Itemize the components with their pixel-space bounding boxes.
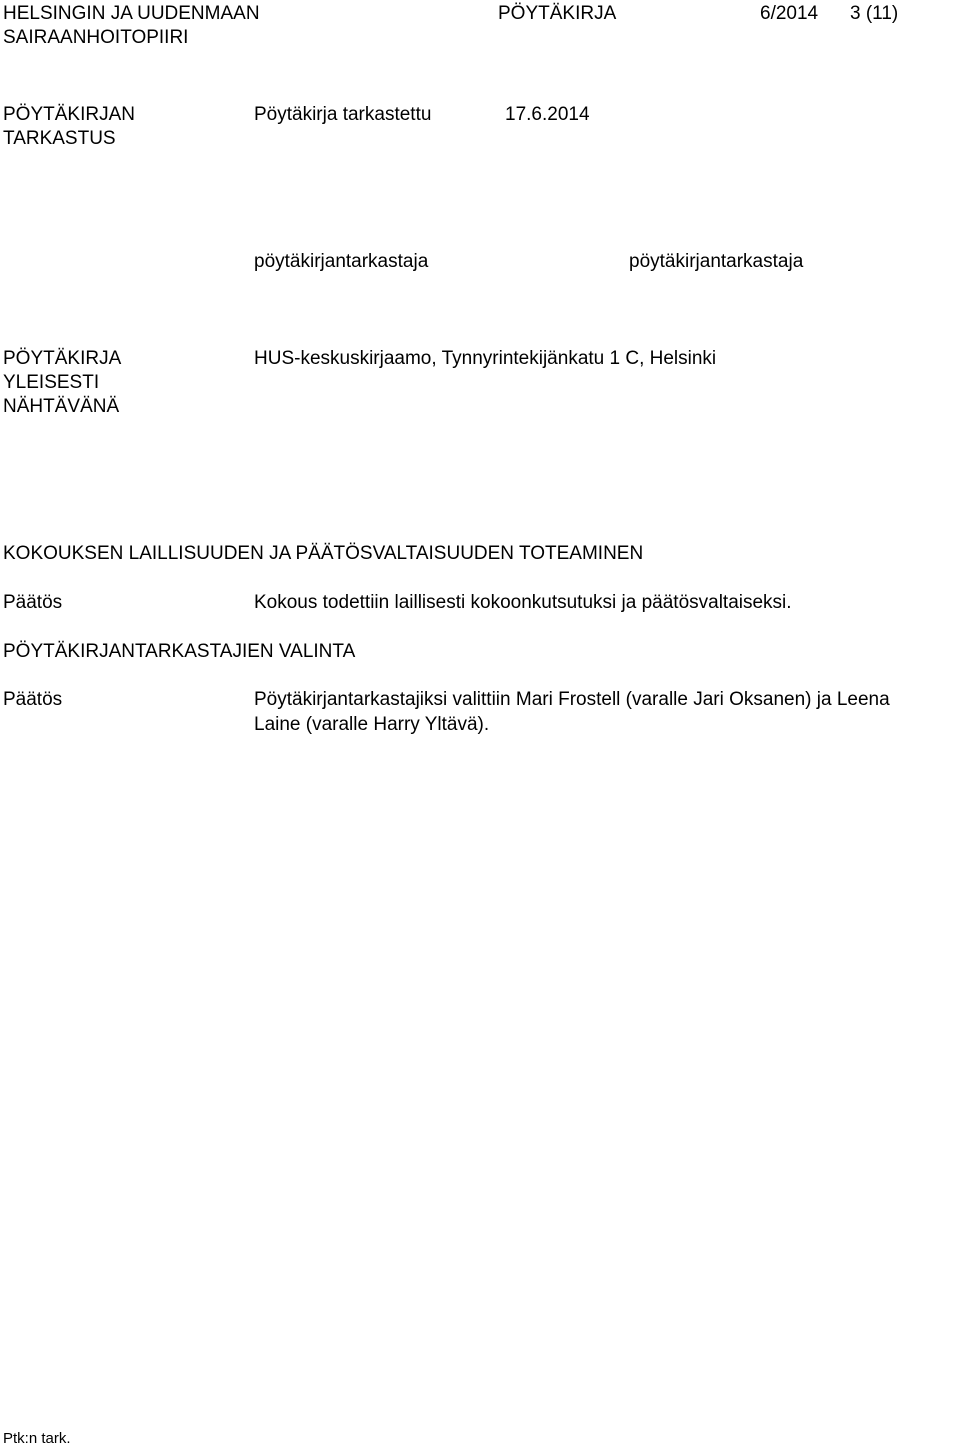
section2-text-line1: Pöytäkirjantarkastajiksi valittiin Mari Frostell (varalle Jari Oksanen) ja Leena	[254, 689, 890, 710]
review-label-line2: TARKASTUS	[3, 128, 116, 149]
public-label-line3: NÄHTÄVÄNÄ	[3, 396, 120, 417]
public-label-line2: YLEISESTI	[3, 372, 100, 393]
document-type: PÖYTÄKIRJA	[498, 3, 617, 24]
public-label-line1: PÖYTÄKIRJA	[3, 348, 122, 369]
section1-label: Päätös	[3, 592, 63, 613]
signer-2: pöytäkirjantarkastaja	[629, 251, 804, 272]
section2-heading: PÖYTÄKIRJANTARKASTAJIEN VALINTA	[3, 641, 356, 662]
section2-label: Päätös	[3, 689, 63, 710]
document-number: 6/2014	[760, 3, 819, 24]
section1-text: Kokous todettiin laillisesti kokoonkutsutuksi ja päätösvaltaiseksi.	[254, 592, 792, 613]
section1-heading: KOKOUKSEN LAILLISUUDEN JA PÄÄTÖSVALTAISUUDEN TOTEAMINEN	[3, 543, 644, 564]
page-number: 3 (11)	[850, 3, 899, 24]
org-name-line1: HELSINGIN JA UUDENMAAN	[3, 3, 260, 24]
footer-note: Ptk:n tark.	[3, 1430, 71, 1447]
review-text: Pöytäkirja tarkastettu	[254, 104, 432, 125]
review-label-line1: PÖYTÄKIRJAN	[3, 104, 135, 125]
org-name-line2: SAIRAANHOITOPIIRI	[3, 27, 189, 48]
signer-1: pöytäkirjantarkastaja	[254, 251, 429, 272]
public-location: HUS-keskuskirjaamo, Tynnyrintekijänkatu 1 C, Helsinki	[254, 348, 717, 369]
section2-text-line2: Laine (varalle Harry Yltävä).	[254, 714, 490, 735]
review-date: 17.6.2014	[505, 104, 590, 125]
